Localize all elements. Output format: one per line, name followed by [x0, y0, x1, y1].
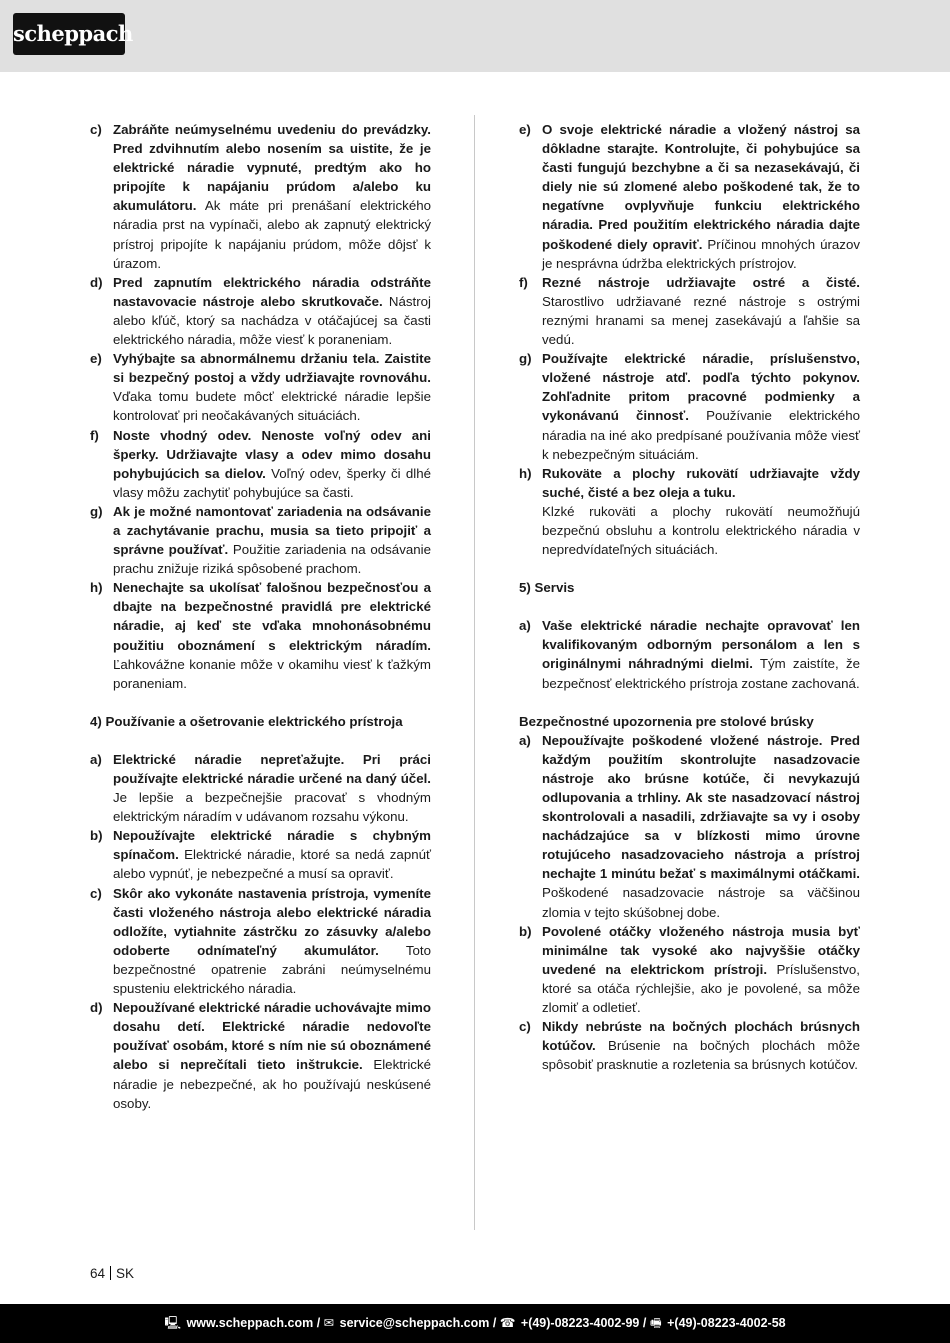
- fax-number: +(49)-08223-4002-58: [667, 1316, 786, 1330]
- item-normal-text: Tým zaistíte, že bezpečnosť elektrického prístroja zostane zachovaná.: [542, 656, 860, 691]
- item-label: a): [519, 618, 531, 634]
- list-item: [519, 616, 860, 692]
- item-bold-text: Nikdy nebrúste na bočných plochách brúsnych kotúčov.: [542, 1019, 860, 1054]
- item-label: d): [90, 274, 103, 290]
- section-5-heading: 5) Servis: [519, 580, 575, 596]
- list-item: [90, 826, 431, 883]
- item-bold-text: Vaše elektrické náradie nechajte opravovať len kvalifikovaným odborným personálom a len s originálnymi náhradnými dielmi.: [542, 618, 860, 672]
- fax-icon: 🖷: [649, 1316, 662, 1330]
- grinder-items-list: [519, 731, 860, 1075]
- item-bold-text: Ak je možné namontovať zariadenia na odsávanie a zachytávanie prachu, musia sa tieto pripojiť a správne používať.: [113, 503, 431, 558]
- item-bold-text: Nepoužívajte poškodené vložené nástroje. Pred každým použitím skontrolujte nasadzovacie nástroje ako brúsne kotúče, či nevykazujú odlupovania a trhliny. Ak ste nasadzovací nástroj skontrolovali a nasadili, zdržiavajte sa vy i osoby nachádzajúce sa v blízkosti mimo úrovne rotujúceho nasadzovacieho nástroja a prístroj nechajte 1 minútu bežať s maximálnymi otáčkami.: [542, 732, 860, 882]
- item-bold-text: Skôr ako vykonáte nastavenia prístroja, vymeníte časti vloženého nástroja alebo elektrické náradia odložíte, vytiahnite zástrčku zo zásuvky a/alebo odoberte odnímateľný akumulátor.: [113, 885, 431, 958]
- item-normal-text: Príčinou mnohých úrazov je nesprávna údržba elektrických prístrojov.: [542, 236, 860, 271]
- item-label: g): [90, 503, 103, 519]
- item-bold-text: Zabráňte neúmyselnému uvedeniu do prevádzky. Pred zdvihnutím alebo nosením sa uistite, že je elektrické náradie vypnuté, predtým ako ho pripojíte k napájaniu prúdom a/alebo ku akumulátoru.: [113, 122, 431, 214]
- list-item: [90, 273, 431, 349]
- section-5-items-list: [519, 616, 860, 692]
- section-4-items-list: [90, 750, 431, 1113]
- phone-number: +(49)-08223-4002-99 /: [520, 1316, 647, 1330]
- list-item: [90, 349, 431, 425]
- contact-bar: [0, 1304, 950, 1343]
- item-label: h): [519, 465, 532, 481]
- item-bold-text: Nepoužívané elektrické náradie uchovávajte mimo dosahu detí. Elektrické náradie nedovoľte používať osobám, ktoré s ním nie sú oboznámené alebo si neprečítali tieto inštrukcie.: [113, 1000, 431, 1073]
- right-items-list: [519, 120, 860, 559]
- item-normal-text: Používanie elektrického náradia na iné ako predpísané používania môže viesť k nebezpečným situáciám.: [542, 408, 860, 462]
- list-item: [519, 464, 860, 559]
- item-label: e): [519, 122, 531, 137]
- item-bold-text: Noste vhodný odev. Nenoste voľný odev ani šperky. Udržiavajte vlasy a odev mimo dosahu pohybujúcich sa dielov.: [113, 427, 431, 481]
- item-bold-text: Používajte elektrické náradie, príslušenstvo, vložené nástroje atď. podľa týchto pokynov. Zohľadnite pritom pracovné podmienky a vykonávanú činnosť.: [542, 351, 860, 424]
- list-item: [90, 884, 431, 999]
- list-item: [90, 502, 431, 578]
- item-bold-text: Rezné nástroje udržiavajte ostré a čisté.: [542, 274, 860, 290]
- website-link[interactable]: www.scheppach.com /: [186, 1316, 321, 1330]
- list-item: [90, 998, 431, 1113]
- envelope-icon: ✉: [323, 1316, 335, 1330]
- item-label: a): [519, 732, 531, 748]
- item-label: f): [90, 427, 99, 443]
- item-bold-text: Rukoväte a plochy rukovätí udržiavajte vždy suché, čisté a bez oleja a tuku.: [542, 465, 860, 500]
- item-bold-text: Nenechajte sa ukolísať falošnou bezpečnosťou a dbajte na bezpečnostné pravidlá pre elektrické náradie, aj keď ste vďaka mnohonásobnému použitiu oboznámení s elektrickým náradím.: [113, 580, 431, 653]
- item-label: g): [519, 351, 532, 367]
- right-column: [519, 120, 860, 1074]
- email-link[interactable]: service@scheppach.com /: [339, 1316, 497, 1330]
- list-item: [519, 273, 860, 349]
- left-column: [90, 120, 431, 1113]
- item-bold-text: Pred zapnutím elektrického náradia odstráňte nastavovacie nástroje alebo skrutkovače.: [113, 274, 431, 309]
- item-normal-text: Príslušenstvo, ktoré sa otáča rýchlejšie, ako je povolené, sa môže zlomiť a odletieť.: [542, 961, 861, 1016]
- item-normal-text: Ľahkovážne konanie môže v okamihu viesť k ťažkým poraneniam.: [113, 656, 431, 691]
- list-item: [90, 578, 431, 693]
- list-item: [90, 120, 431, 273]
- section-4-heading: 4) Používanie a ošetrovanie elektrického prístroja: [90, 713, 403, 729]
- list-item: [90, 426, 431, 502]
- item-normal-text: Elektrické náradie, ktoré sa nedá zapnúť alebo vypnúť, je nebezpečné a musí sa opraviť.: [113, 847, 431, 882]
- list-item: [90, 750, 431, 826]
- item-label: c): [90, 122, 102, 137]
- item-normal-text: Poškodené nasadzovacie nástroje sa väčšinou zlomia v tejto skúšobnej dobe.: [542, 885, 860, 920]
- column-divider: [474, 115, 475, 1230]
- item-label: b): [90, 828, 103, 844]
- item-label: b): [519, 923, 532, 939]
- computer-icon: 🖳: [164, 1316, 182, 1330]
- item-label: h): [90, 580, 103, 596]
- grinder-safety-heading: Bezpečnostné upozornenia pre stolové brúsky: [519, 713, 814, 729]
- scheppach-logo: scheppach: [13, 13, 125, 55]
- item-normal-text: Elektrické náradie je nebezpečné, ak ho používajú neskúsené osoby.: [113, 1057, 431, 1111]
- item-bold-text: O svoje elektrické náradie a vložený nástroj sa dôkladne starajte. Kontrolujte, či pohybujúce sa časti fungujú bezchybne a či sa nezasekávajú, či diely nie sú zlomené alebo poškodené tak, že to negatívne ovplyvňuje funkciu elektrického náradia. Pred použitím elektrického náradia dajte poškodené diely opraviť.: [542, 122, 860, 252]
- item-normal-text: Toto bezpečnostné opatrenie zabráni neúmyselnému spusteniu elektrického náradia.: [113, 942, 431, 997]
- page-separator: [110, 1266, 111, 1280]
- item-label: d): [90, 1000, 103, 1016]
- item-label: e): [90, 351, 102, 367]
- header-bar: [0, 0, 950, 72]
- item-label: c): [519, 1019, 531, 1035]
- item-label: c): [90, 885, 102, 901]
- item-normal-text: Použitie zariadenia na odsávanie prachu znižuje riziká spôsobené prachom.: [113, 542, 431, 577]
- list-item: [519, 120, 860, 273]
- item-bold-text: Vyhýbajte sa abnormálnemu držaniu tela. Zaistite si bezpečný postoj a vždy udržiavajte rovnováhu.: [113, 351, 431, 386]
- left-items-list: [90, 120, 431, 693]
- item-bold-text: Elektrické náradie nepreťažujte. Pri práci používajte elektrické náradie určené na daný účel.: [113, 751, 431, 786]
- item-normal-text: Je lepšie a bezpečnejšie pracovať s vhodným elektrickým náradím v udávanom rozsahu výkonu.: [113, 790, 431, 825]
- list-item: [519, 349, 860, 464]
- item-normal-text: Nástroj alebo kľúč, ktorý sa nachádza v otáčajúcej sa časti elektrického náradia, môže viesť k poraneniam.: [113, 293, 431, 348]
- page-number: 64: [90, 1266, 106, 1281]
- item-normal-text: Ak máte pri prenášaní elektrického náradia prst na vypínači, alebo ak zapnutý elektrický prístroj pripojíte k napájaniu prúdom, môže dôjsť k úrazom.: [113, 198, 431, 271]
- item-bold-text: Nepoužívajte elektrické náradie s chybným spínačom.: [113, 828, 431, 863]
- list-item: [519, 922, 860, 1017]
- phone-icon: ☎: [499, 1316, 516, 1330]
- item-normal-text: Brúsenie na bočných plochách môže spôsobiť prasknutie a rozletenia sa brúsnych kotúčov.: [542, 1038, 860, 1073]
- item-bold-text: Povolené otáčky vloženého nástroja musia byť minimálne tak vysoké ako najvyššie otáčky uvedené na elektrickom prístroji.: [542, 923, 860, 977]
- list-item: [519, 731, 860, 922]
- page-footer: [90, 1266, 134, 1281]
- item-normal-text: Vďaka tomu budete môcť elektrické náradie lepšie kontrolovať pri neočakávaných situáciách.: [113, 389, 431, 424]
- list-item: [519, 1017, 860, 1074]
- page-language: SK: [116, 1266, 135, 1281]
- item-extra-text: Klzké rukoväti a plochy rukovätí neumožňujú bezpečnú obsluhu a kontrolu elektrického náradia v nepredvídateľných situáciách.: [542, 503, 860, 558]
- item-label: a): [90, 751, 102, 767]
- item-normal-text: Voľný odev, šperky či dlhé vlasy môžu zachytiť pohybujúce sa časti.: [113, 465, 431, 500]
- item-label: f): [519, 274, 528, 290]
- item-normal-text: Starostlivo udržiavané rezné nástroje s ostrými reznými hranami sa menej zasekávajú a ľahšie sa vedú.: [542, 293, 860, 348]
